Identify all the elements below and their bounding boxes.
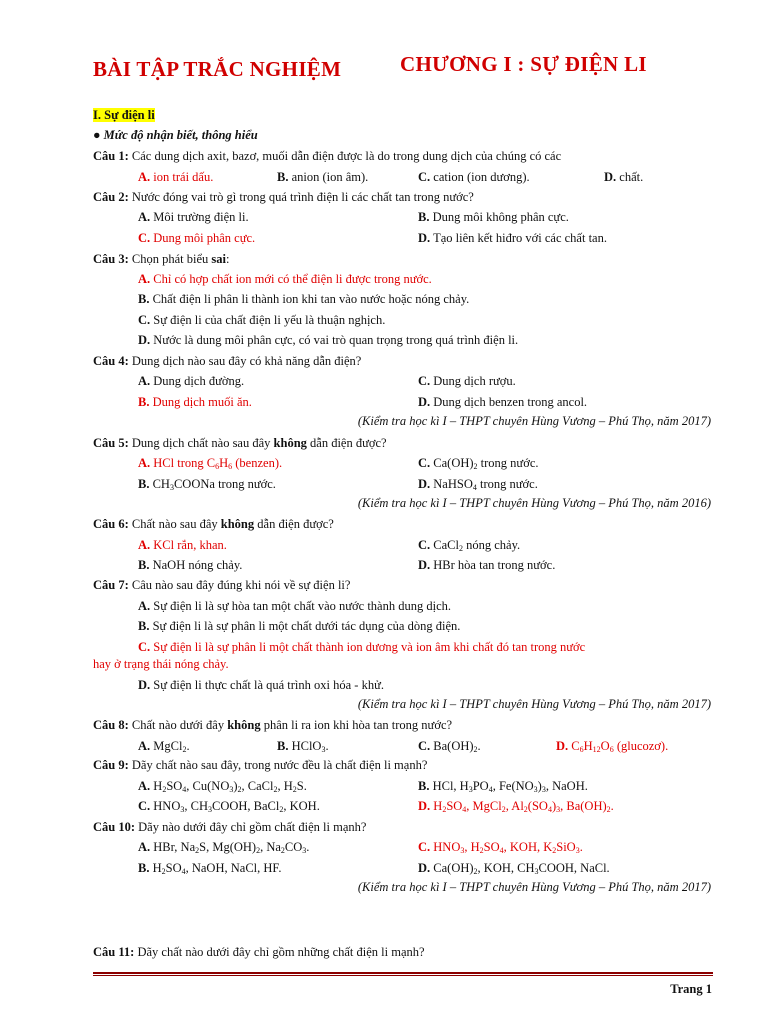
q3-option-b: B. Chất điện li phân li thành ion khi tan vào nước hoặc nóng chảy.: [138, 292, 470, 306]
page-number: Trang 1: [670, 982, 712, 996]
q4-option-c: C. Dung dịch rượu.: [418, 374, 516, 388]
q2-option-b: B. Dung môi không phân cực.: [418, 210, 569, 224]
question-1: Câu 1: Các dung dịch axit, bazơ, muối dẫn điện được là do trong dung dịch của chúng có các: [93, 149, 562, 163]
q9-option-d: D. $H_2SO_4$, MgCl$_2$, $Al_2(SO_4)_3$, $Ba(OH)_2$.: [418, 799, 614, 814]
question-11: Câu 11: Dãy chất nào dưới đây chỉ gồm những chất điện li mạnh?: [93, 945, 425, 959]
q5-option-d: D. NaHSO$_4$ trong nước.: [418, 477, 538, 492]
q1-option-a: A. ion trái dấu.: [138, 170, 214, 184]
title-part1: BÀI TẬP TRẮC NGHIỆM: [93, 57, 342, 81]
question-5: Câu 5: Dung dịch chất nào sau đây không dẫn điện được?: [93, 436, 387, 450]
question-10: Câu 10: Dãy nào dưới đây chỉ gồm chất điện li mạnh?: [93, 820, 367, 834]
q5-option-b: B. $CH_3COONa$ trong nước.: [138, 477, 276, 492]
q7-option-c-cont: hay ở trạng thái nóng chảy.: [93, 657, 229, 671]
question-7: Câu 7: Câu nào sau đây đúng khi nói về sự điện li?: [93, 578, 351, 592]
q10-option-a: A. HBr, $Na_2S$, $Mg(OH)_2$, $Na_2CO_3$.: [138, 840, 310, 855]
q2-option-d: D. Tạo liên kết hiđro với các chất tan.: [418, 231, 607, 245]
q4-option-d: D. Dung dịch benzen trong ancol.: [418, 395, 588, 409]
section-heading: I. Sự điện li: [93, 108, 155, 122]
q9-option-b: B. HCl, $H_3PO_4$, $Fe(NO_3)_3$, NaOH.: [418, 779, 588, 794]
footer-rule: [93, 972, 713, 974]
q4-option-a: A. Dung dịch đường.: [138, 374, 245, 388]
q10-option-d: D. $Ca(OH)_2$, KOH, $CH_3COOH$, NaCl.: [418, 861, 610, 876]
q8-option-a: A. MgCl$_2$.: [138, 739, 190, 754]
q4-option-b: B. Dung dịch muối ăn.: [138, 395, 252, 409]
question-2: Câu 2: Nước đóng vai trò gì trong quá trình điện li các chất tan trong nước?: [93, 190, 474, 204]
q7-option-a: A. Sự điện li là sự hòa tan một chất vào nước thành dung dịch.: [138, 599, 451, 613]
q7-source: (Kiểm tra học kì I – THPT chuyên Hùng Vương – Phú Thọ, năm 2017): [357, 697, 711, 711]
title-part2: CHƯƠNG I : SỰ ĐIỆN LI: [400, 52, 647, 76]
question-8: Câu 8: Chất nào dưới đây không phân li ra ion khi hòa tan trong nước?: [93, 718, 453, 732]
q1-option-b: B. anion (ion âm).: [277, 170, 369, 184]
q2-option-a: A. Môi trường điện li.: [138, 210, 249, 224]
q9-option-a: A. $H_2SO_4$, $Cu(NO_3)_2$, CaCl$_2$, $H_2S$.: [138, 779, 307, 794]
page-title: [93, 52, 733, 92]
q7-option-c: C. Sự điện li là sự phân li một chất thành ion dương và ion âm khi chất đó tan trong nước: [138, 640, 586, 654]
q1-option-c: C. cation (ion dương).: [418, 170, 530, 184]
q6-option-b: B. NaOH nóng chảy.: [138, 558, 243, 572]
q5-option-c: C. $Ca(OH)_2$ trong nước.: [418, 456, 539, 471]
q10-option-b: B. $H_2SO_4$, NaOH, NaCl, HF.: [138, 861, 282, 876]
level-heading: ● Mức độ nhận biết, thông hiểu: [93, 128, 258, 142]
question-4: Câu 4: Dung dịch nào sau đây có khả năng dẫn điện?: [93, 354, 362, 368]
q3-option-d: D. Nước là dung môi phân cực, có vai trò quan trọng trong quá trình điện li.: [138, 333, 519, 347]
q4-source: (Kiểm tra học kì I – THPT chuyên Hùng Vương – Phú Thọ, năm 2017): [357, 414, 711, 428]
q10-option-c: C. $HNO_3$, $H_2SO_4$, KOH, $K_2SiO_3$.: [418, 840, 583, 855]
q9-option-c: C. $HNO_3$, $CH_3COOH$, BaCl$_2$, KOH.: [138, 799, 320, 814]
q6-option-a: A. KCl rắn, khan.: [138, 538, 227, 552]
q6-option-d: D. HBr hòa tan trong nước.: [418, 558, 556, 572]
q3-option-c: C. Sự điện li của chất điện li yếu là thuận nghịch.: [138, 313, 386, 327]
q8-option-b: B. HClO$_3$.: [277, 739, 329, 754]
q8-option-d: D. $C_6H_{12}O_6$ (glucozơ).: [556, 739, 669, 754]
q7-option-d: D. Sự điện li thực chất là quá trình oxi hóa - khử.: [138, 678, 384, 692]
question-6: Câu 6: Chất nào sau đây không dẫn điện được?: [93, 517, 334, 531]
q3-option-a: A. Chỉ có hợp chất ion mới có thể điện li được trong nước.: [138, 272, 432, 286]
q5-option-a: A. HCl trong $C_6H_6$ (benzen).: [138, 456, 283, 471]
question-3: Câu 3: Chọn phát biểu sai:: [93, 252, 230, 266]
q8-option-c: C. $Ba(OH)_2$.: [418, 739, 481, 754]
q2-option-c: C. Dung môi phân cực.: [138, 231, 256, 245]
q7-option-b: B. Sự điện li là sự phân li một chất dưới tác dụng của dòng điện.: [138, 619, 461, 633]
footer-rule-thin: [93, 975, 713, 976]
q5-source: (Kiểm tra học kì I – THPT chuyên Hùng Vương – Phú Thọ, năm 2016): [357, 496, 711, 510]
q10-source: (Kiểm tra học kì I – THPT chuyên Hùng Vương – Phú Thọ, năm 2017): [357, 880, 711, 894]
q6-option-c: C. CaCl$_2$ nóng chảy.: [418, 538, 521, 553]
question-9: Câu 9: Dãy chất nào sau đây, trong nước đều là chất điện li mạnh?: [93, 758, 428, 772]
q1-option-d: D. chất.: [604, 170, 644, 184]
